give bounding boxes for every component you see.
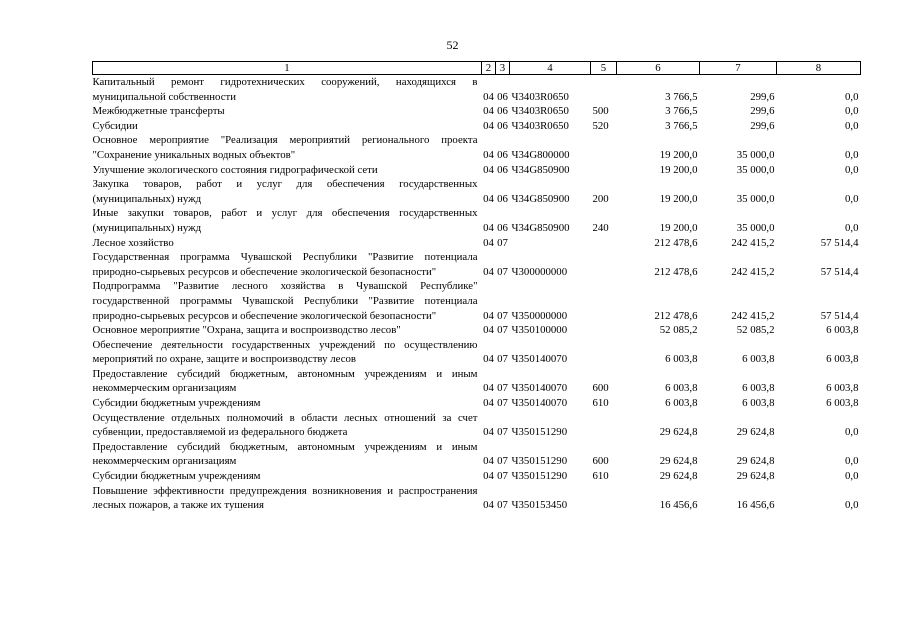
table-row xyxy=(93,279,861,323)
amount-col7-cell: 299,6 xyxy=(750,90,775,103)
amount-col8-cell: 0,0 xyxy=(845,426,859,439)
subsection-cell: 06 xyxy=(497,90,508,103)
amount-col6-cell: 19 200,0 xyxy=(659,163,698,176)
expense-type-cell: 520 xyxy=(592,119,609,132)
amount-col8-cell: 57 514,4 xyxy=(820,265,859,278)
amount-col6-cell: 212 478,6 xyxy=(654,236,698,249)
amount-col6-cell: 212 478,6 xyxy=(654,309,698,322)
table-body xyxy=(93,75,861,513)
amount-col6-cell: 29 624,8 xyxy=(659,470,698,483)
target-article-cell: Ч350151290 xyxy=(511,455,568,468)
section-cell: 04 xyxy=(483,119,494,132)
amount-col6-cell: 212 478,6 xyxy=(654,265,698,278)
row-name-cell: Лесное хозяйство xyxy=(92,236,174,249)
column-header: 5 xyxy=(591,62,617,75)
amount-col6-cell: 19 200,0 xyxy=(659,221,698,234)
amount-col7-cell: 35 000,0 xyxy=(736,163,775,176)
target-article-cell: Ч300000000 xyxy=(511,265,568,278)
table-row xyxy=(93,250,861,279)
expense-type-cell xyxy=(591,133,617,162)
row-name-cell: Предоставление субсидий бюджетным, автономным учреждениям и иным некоммерческим организациям xyxy=(92,440,478,468)
section-cell: 04 xyxy=(483,221,494,234)
subsection-cell: 06 xyxy=(497,148,508,161)
target-article-cell: Ч350151290 xyxy=(511,470,568,483)
target-article-cell: Ч350000000 xyxy=(511,309,568,322)
expense-type-cell xyxy=(591,411,617,440)
table-row xyxy=(93,236,861,251)
target-article-cell: Ч3403R0650 xyxy=(511,119,569,132)
target-article-cell: Ч34G850900 xyxy=(511,221,570,234)
amount-col8-cell: 0,0 xyxy=(845,221,859,234)
subsection-cell: 07 xyxy=(497,397,508,410)
target-article-cell xyxy=(510,236,591,251)
amount-col7-cell: 6 003,8 xyxy=(742,397,775,410)
amount-col6-cell: 3 766,5 xyxy=(665,105,698,118)
target-article-cell: Ч350151290 xyxy=(511,426,568,439)
target-article-cell: Ч350140070 xyxy=(511,382,568,395)
column-header: 6 xyxy=(617,62,700,75)
amount-col8-cell: 6 003,8 xyxy=(826,397,859,410)
amount-col7-cell: 35 000,0 xyxy=(736,148,775,161)
amount-col8-cell: 0,0 xyxy=(845,455,859,468)
section-cell: 04 xyxy=(483,499,494,512)
amount-col8-cell: 0,0 xyxy=(845,470,859,483)
target-article-cell: Ч350153450 xyxy=(511,499,568,512)
amount-col7-cell: 299,6 xyxy=(750,119,775,132)
section-cell: 04 xyxy=(483,324,494,337)
subsection-cell: 07 xyxy=(497,236,508,249)
row-name-cell: Субсидии xyxy=(92,119,138,132)
amount-col8-cell: 0,0 xyxy=(845,105,859,118)
amount-col8-cell: 6 003,8 xyxy=(826,353,859,366)
subsection-cell: 07 xyxy=(497,426,508,439)
section-cell: 04 xyxy=(483,455,494,468)
expense-type-cell xyxy=(591,163,617,178)
table-row xyxy=(93,367,861,396)
section-cell: 04 xyxy=(483,353,494,366)
amount-col7-cell: 242 415,2 xyxy=(731,265,775,278)
section-cell: 04 xyxy=(483,192,494,205)
page-number: 52 xyxy=(446,38,459,52)
expense-type-cell: 200 xyxy=(592,192,609,205)
table-row xyxy=(93,119,861,134)
amount-col7-cell: 6 003,8 xyxy=(742,353,775,366)
header-row xyxy=(93,62,861,75)
section-cell: 04 xyxy=(483,397,494,410)
row-name-cell: Обеспечение деятельности государственных учреждений по осуществлению мероприятий по охране, защите и воспроизводству лесов xyxy=(92,338,478,366)
amount-col6-cell: 6 003,8 xyxy=(665,353,698,366)
row-name-cell: Повышение эффективности предупреждения возникновения и распространения лесных пожаров, а также их тушения xyxy=(92,484,478,512)
row-name-cell: Закупка товаров, работ и услуг для обеспечения государственных (муниципальных) нужд xyxy=(92,178,478,205)
amount-col6-cell: 16 456,6 xyxy=(659,499,698,512)
subsection-cell: 07 xyxy=(497,470,508,483)
table-row xyxy=(93,338,861,367)
expense-type-cell xyxy=(591,279,617,323)
target-article-cell: Ч350140070 xyxy=(511,397,568,410)
column-header: 1 xyxy=(93,62,482,75)
amount-col7-cell: 29 624,8 xyxy=(736,426,775,439)
section-cell: 04 xyxy=(483,426,494,439)
table-row xyxy=(93,75,861,105)
section-cell: 04 xyxy=(483,90,494,103)
subsection-cell: 06 xyxy=(497,192,508,205)
amount-col7-cell: 242 415,2 xyxy=(731,236,775,249)
table-row xyxy=(93,440,861,469)
amount-col7-cell: 242 415,2 xyxy=(731,309,775,322)
target-article-cell: Ч350100000 xyxy=(511,324,568,337)
expense-type-cell: 500 xyxy=(592,105,609,118)
expense-type-cell xyxy=(591,338,617,367)
amount-col8-cell: 57 514,4 xyxy=(820,236,859,249)
amount-col7-cell: 16 456,6 xyxy=(736,499,775,512)
row-name-cell: Капитальный ремонт гидротехнических сооружений, находящихся в муниципальной собственности xyxy=(92,76,478,103)
table-row xyxy=(93,323,861,338)
target-article-cell: Ч34G800000 xyxy=(511,148,570,161)
subsection-cell: 07 xyxy=(497,455,508,468)
expense-type-cell xyxy=(591,250,617,279)
expense-type-cell: 600 xyxy=(592,455,609,468)
column-header: 7 xyxy=(700,62,777,75)
section-cell: 04 xyxy=(483,382,494,395)
table-row xyxy=(93,177,861,206)
expense-type-cell: 600 xyxy=(592,382,609,395)
target-article-cell: Ч3403R0650 xyxy=(511,90,569,103)
section-cell: 04 xyxy=(483,105,494,118)
amount-col7-cell: 29 624,8 xyxy=(736,455,775,468)
amount-col7-cell: 35 000,0 xyxy=(736,221,775,234)
subsection-cell: 06 xyxy=(497,221,508,234)
column-header: 4 xyxy=(510,62,591,75)
expense-type-cell xyxy=(591,484,617,513)
subsection-cell: 07 xyxy=(497,353,508,366)
amount-col8-cell: 0,0 xyxy=(845,192,859,205)
amount-col7-cell: 52 085,2 xyxy=(736,324,775,337)
subsection-cell: 07 xyxy=(497,382,508,395)
target-article-cell: Ч34G850900 xyxy=(511,192,570,205)
amount-col8-cell: 0,0 xyxy=(845,499,859,512)
row-name-cell: Предоставление субсидий бюджетным, автономным учреждениям и иным некоммерческим организациям xyxy=(92,367,478,395)
amount-col8-cell: 0,0 xyxy=(845,163,859,176)
amount-col7-cell: 299,6 xyxy=(750,105,775,118)
row-name-cell: Иные закупки товаров, работ и услуг для обеспечения государственных (муниципальных) нужд xyxy=(92,207,478,234)
section-cell: 04 xyxy=(483,236,494,249)
expense-type-cell xyxy=(591,75,617,105)
subsection-cell: 07 xyxy=(497,265,508,278)
row-name-cell: Основное мероприятие "Реализация мероприятий регионального проекта "Сохранение уникальных водных объектов" xyxy=(92,134,478,161)
row-name-cell: Субсидии бюджетным учреждениям xyxy=(92,397,261,410)
subsection-cell: 06 xyxy=(497,163,508,176)
subsection-cell: 06 xyxy=(497,119,508,132)
row-name-cell: Осуществление отдельных полномочий в области лесных отношений за счет субвенции, предоставляемой из федерального бюджета xyxy=(92,411,478,439)
amount-col6-cell: 19 200,0 xyxy=(659,192,698,205)
amount-col8-cell: 0,0 xyxy=(845,90,859,103)
section-cell: 04 xyxy=(483,163,494,176)
target-article-cell: Ч350140070 xyxy=(511,353,568,366)
table-row xyxy=(93,163,861,178)
budget-table xyxy=(92,61,861,513)
table-row xyxy=(93,411,861,440)
expense-type-cell: 610 xyxy=(592,470,609,483)
row-name-cell: Основное мероприятие "Охрана, защита и воспроизводство лесов" xyxy=(92,324,401,337)
column-header: 2 xyxy=(482,62,496,75)
amount-col6-cell: 29 624,8 xyxy=(659,455,698,468)
row-name-cell: Подпрограмма "Развитие лесного хозяйства в Чувашской Республике" государственной программы Чувашской Республики "Развитие потенциала природно-сырьевых ресурсов и обеспечение экологической безопасности" xyxy=(92,280,478,322)
subsection-cell: 07 xyxy=(497,309,508,322)
section-cell: 04 xyxy=(483,309,494,322)
amount-col6-cell: 6 003,8 xyxy=(665,382,698,395)
table-row xyxy=(93,206,861,235)
section-cell: 04 xyxy=(483,265,494,278)
amount-col8-cell: 6 003,8 xyxy=(826,382,859,395)
amount-col7-cell: 6 003,8 xyxy=(742,382,775,395)
table-row xyxy=(93,133,861,162)
section-cell: 04 xyxy=(483,148,494,161)
amount-col8-cell: 6 003,8 xyxy=(826,324,859,337)
target-article-cell: Ч3403R0650 xyxy=(511,105,569,118)
amount-col6-cell: 6 003,8 xyxy=(665,397,698,410)
expense-type-cell xyxy=(591,236,617,251)
amount-col6-cell: 3 766,5 xyxy=(665,90,698,103)
amount-col7-cell: 29 624,8 xyxy=(736,470,775,483)
expense-type-cell: 240 xyxy=(592,221,609,234)
row-name-cell: Межбюджетные трансферты xyxy=(92,105,225,118)
target-article-cell: Ч34G850900 xyxy=(511,163,570,176)
subsection-cell: 06 xyxy=(497,105,508,118)
amount-col7-cell: 35 000,0 xyxy=(736,192,775,205)
row-name-cell: Улучшение экологического состояния гидрографической сети xyxy=(92,163,378,176)
amount-col6-cell: 52 085,2 xyxy=(659,324,698,337)
table-row xyxy=(93,396,861,411)
expense-type-cell xyxy=(591,323,617,338)
table-row xyxy=(93,484,861,513)
amount-col8-cell: 0,0 xyxy=(845,148,859,161)
amount-col6-cell: 3 766,5 xyxy=(665,119,698,132)
table-row xyxy=(93,469,861,484)
row-name-cell: Государственная программа Чувашской Республики "Развитие потенциала природно-сырьевых ресурсов и обеспечение экологической безопасности" xyxy=(92,251,478,278)
subsection-cell: 07 xyxy=(497,324,508,337)
amount-col6-cell: 19 200,0 xyxy=(659,148,698,161)
expense-type-cell: 610 xyxy=(592,397,609,410)
section-cell: 04 xyxy=(483,470,494,483)
column-header: 8 xyxy=(777,62,861,75)
row-name-cell: Субсидии бюджетным учреждениям xyxy=(92,470,261,483)
amount-col8-cell: 57 514,4 xyxy=(820,309,859,322)
column-header: 3 xyxy=(496,62,510,75)
table-row xyxy=(93,104,861,119)
amount-col8-cell: 0,0 xyxy=(845,119,859,132)
amount-col6-cell: 29 624,8 xyxy=(659,426,698,439)
subsection-cell: 07 xyxy=(497,499,508,512)
